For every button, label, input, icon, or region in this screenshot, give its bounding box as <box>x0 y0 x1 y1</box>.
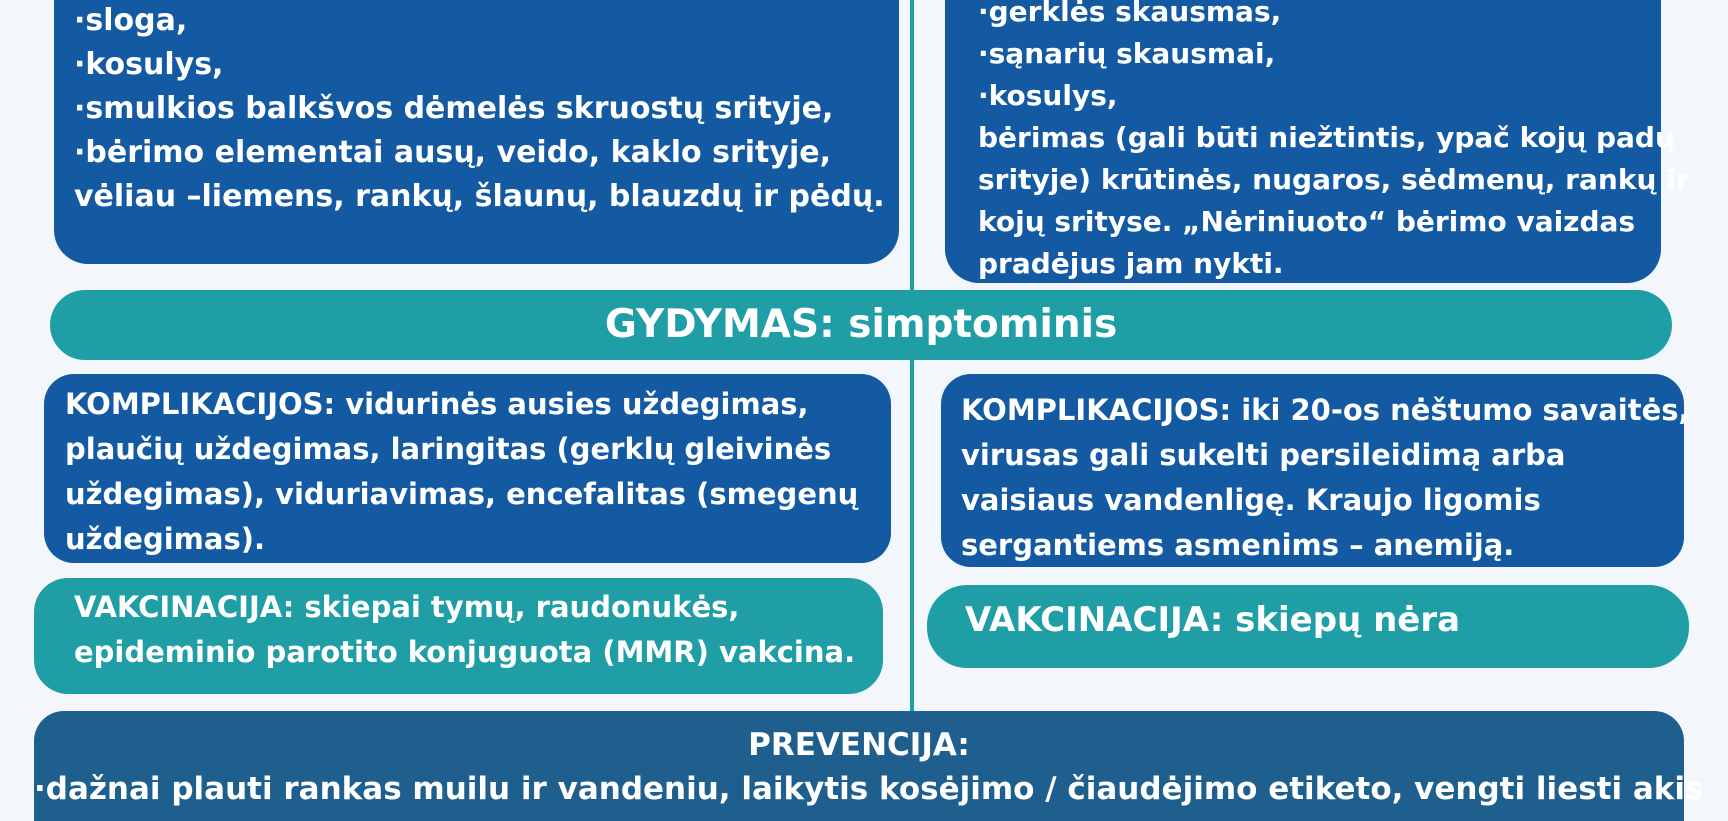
complication-line: uždegimas). <box>65 522 265 556</box>
symptom-line: ·smulkios balkšvos dėmelės skruostų srityje, <box>74 91 834 126</box>
symptom-line: ·kosulys, <box>74 47 224 82</box>
symptom-line: bėrimas (gali būti niežtintis, ypač kojų padų <box>978 121 1675 154</box>
complication-line: vaisiaus vandenligę. Kraujo ligomis <box>961 483 1541 517</box>
complication-line: virusas gali sukelti persileidimą arba <box>961 438 1566 472</box>
treatment-label: GYDYMAS: simptominis <box>604 302 1118 347</box>
vaccination-box-left <box>34 578 883 694</box>
symptom-line: ·sloga, <box>74 3 188 38</box>
symptom-line: ·gerklės skausmas, <box>978 0 1282 28</box>
treatment-banner <box>50 290 1672 360</box>
vaccination-box-right <box>927 585 1689 668</box>
symptom-line: ·kosulys, <box>978 79 1118 112</box>
symptom-line: ·bėrimo elementai ausų, veido, kaklo srityje, <box>74 135 831 170</box>
vaccination-line: epideminio parotito konjuguota (MMR) vakcina. <box>74 635 856 669</box>
symptoms-box-left <box>54 0 899 264</box>
prevention-text: ·dažnai plauti rankas muilu ir vandeniu, laikytis kosėjimo / čiaudėjimo etiketo, vengti liesti akis <box>34 771 1704 807</box>
symptom-line: ·sąnarių skausmai, <box>978 37 1276 70</box>
complication-line: KOMPLIKACIJOS: vidurinės ausies uždegimas, <box>65 387 809 421</box>
symptom-line: srityje) krūtinės, nugaros, sėdmenų, rankų ir <box>978 163 1690 196</box>
prevention-title: PREVENCIJA: <box>748 727 970 763</box>
vaccination-line: VAKCINACIJA: skiepai tymų, raudonukės, <box>74 590 740 624</box>
prevention-box <box>34 711 1704 821</box>
complication-line: sergantiems asmenims – anemiją. <box>961 528 1515 562</box>
complication-line: plaučių uždegimas, laringitas (gerklų gleivinės <box>65 432 832 466</box>
complications-box-right <box>941 374 1690 567</box>
complication-line: uždegimas), viduriavimas, encefalitas (smegenų <box>65 477 859 511</box>
complications-box-left <box>44 374 891 563</box>
vaccination-line: VAKCINACIJA: skiepų nėra <box>965 600 1461 640</box>
complication-line: KOMPLIKACIJOS: iki 20-os nėštumo savaitės, <box>961 393 1690 427</box>
symptom-line: vėliau –liemens, rankų, šlaunų, blauzdų ir pėdų. <box>74 179 885 214</box>
symptom-line: pradėjus jam nykti. <box>978 247 1284 280</box>
symptom-line: kojų srityse. „Nėriniuoto“ bėrimo vaizdas <box>978 205 1636 238</box>
symptoms-box-right <box>945 0 1690 283</box>
